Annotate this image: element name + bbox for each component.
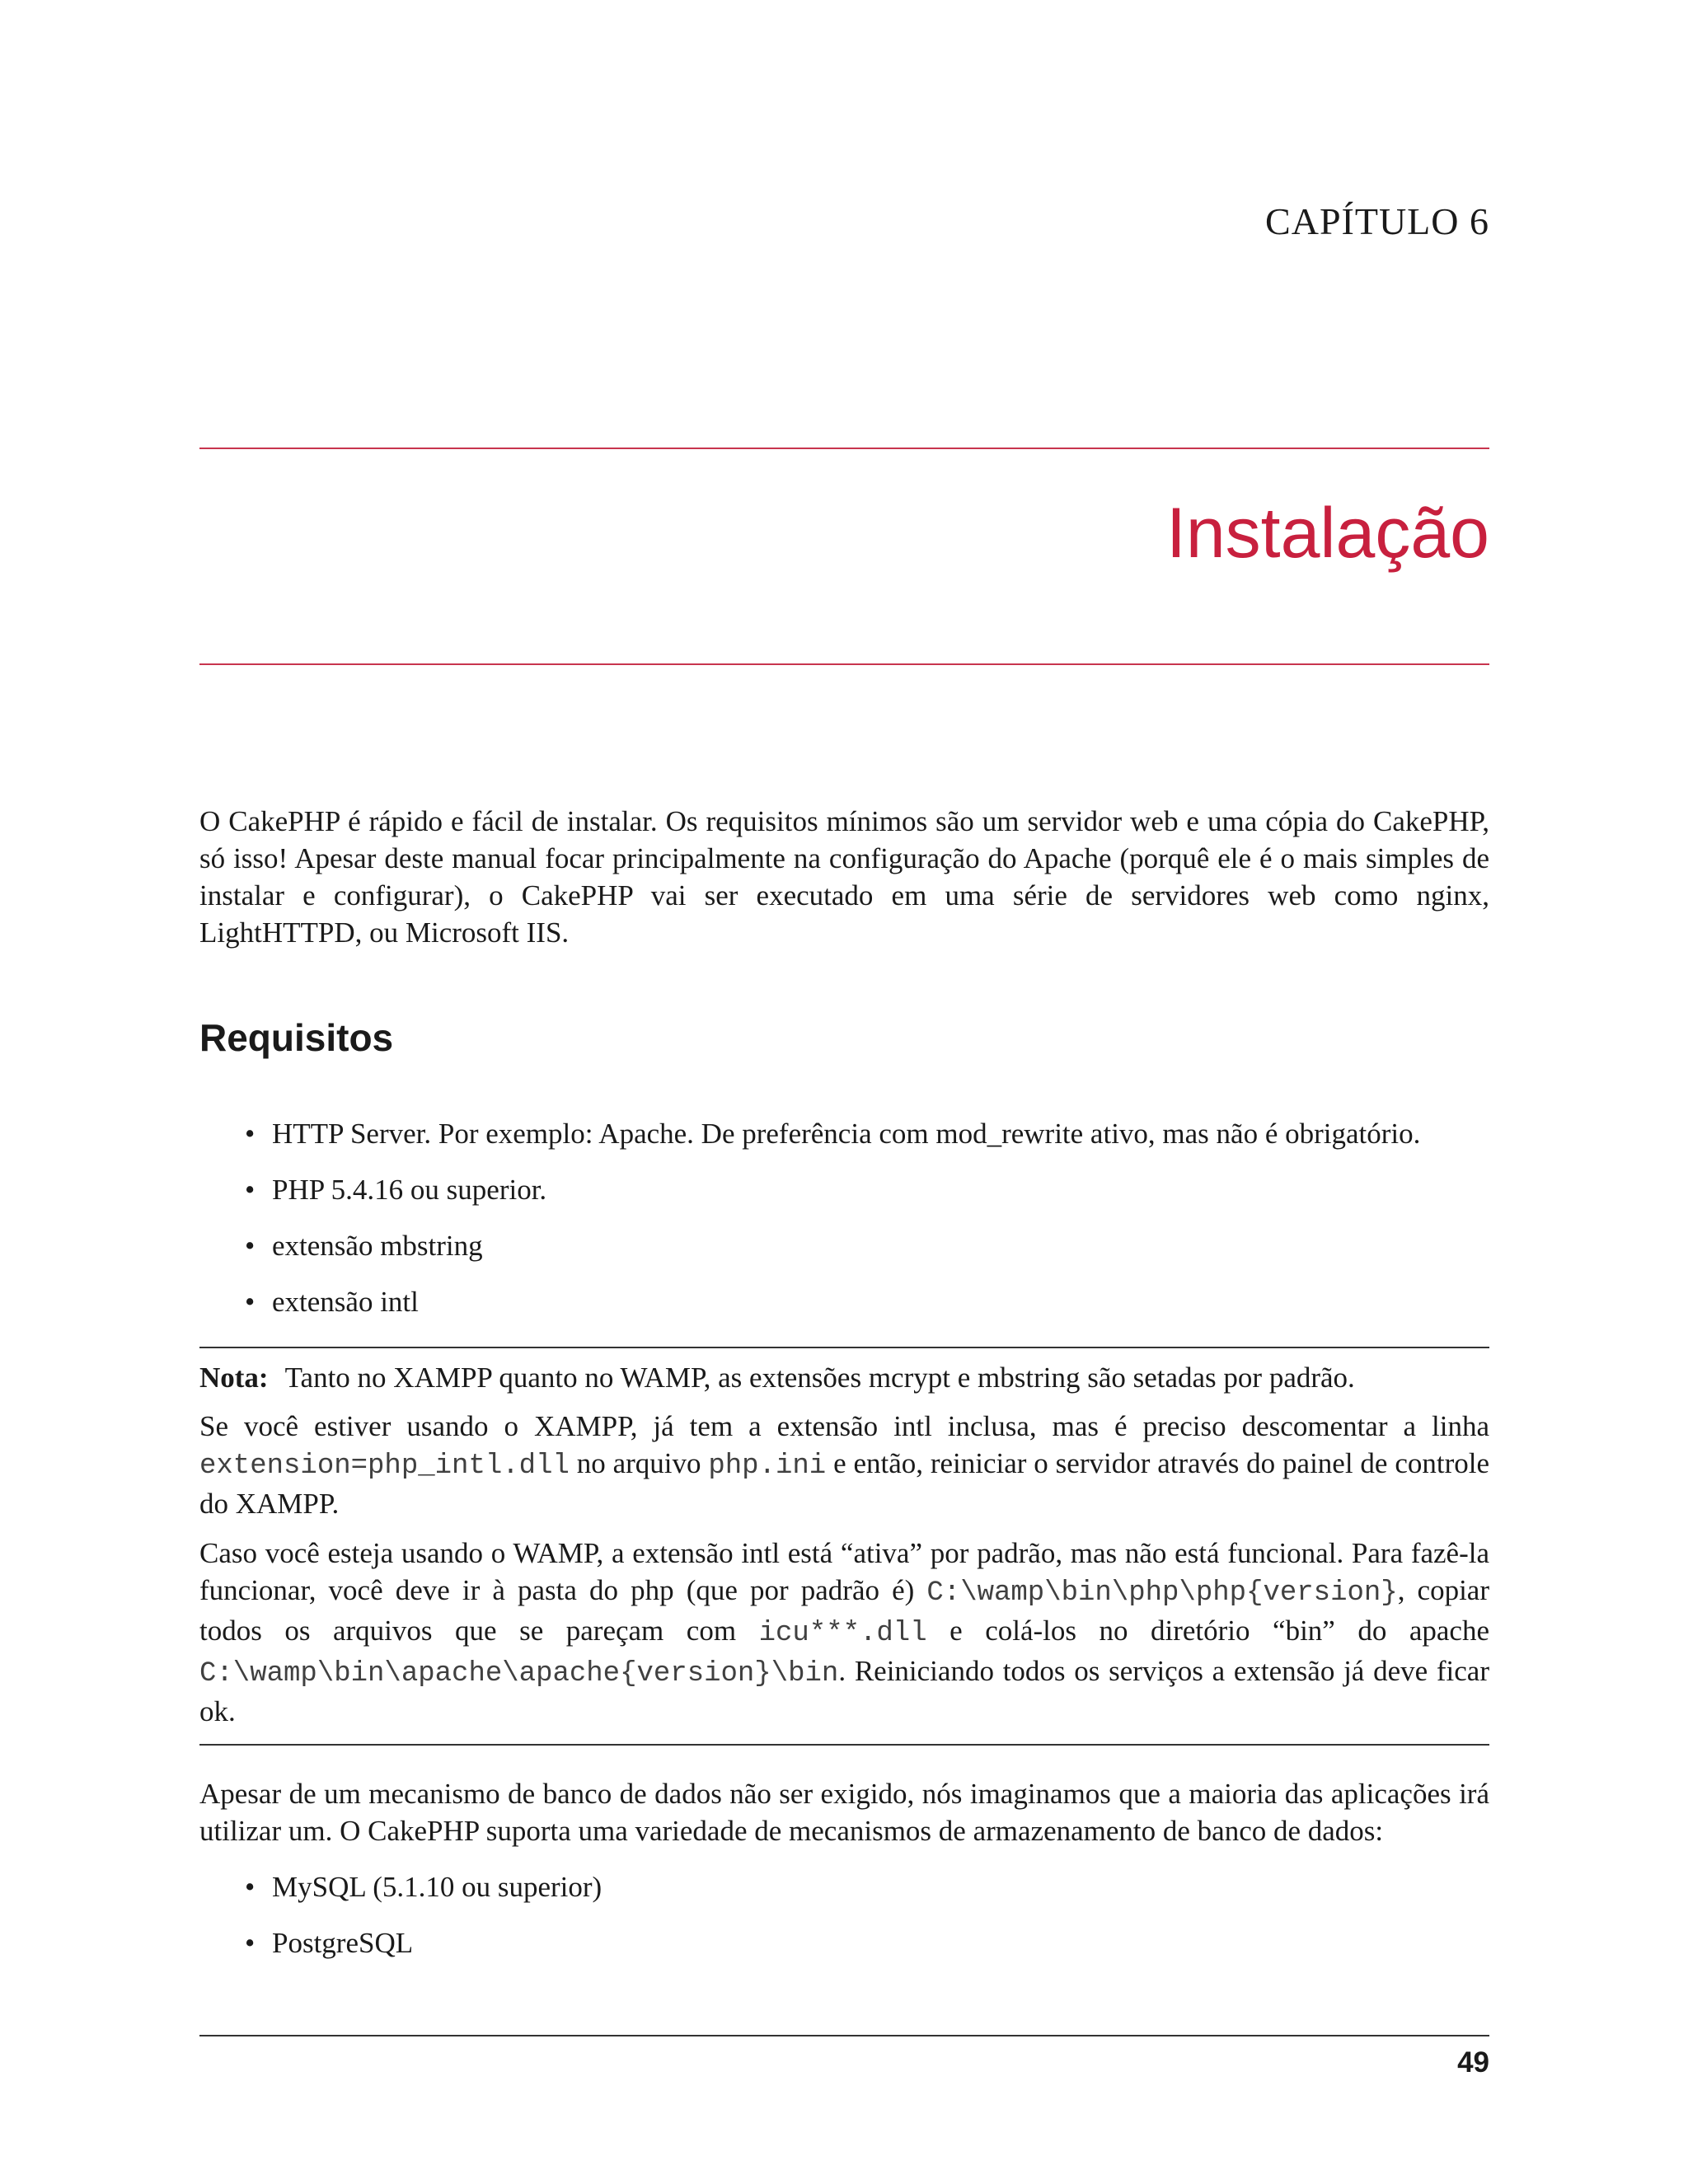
list-item-text: PostgreSQL bbox=[272, 1927, 414, 1959]
note-paragraph-xampp bbox=[199, 1408, 1489, 1522]
title-rule-bottom bbox=[199, 663, 1489, 665]
bullet-icon: • bbox=[245, 1286, 256, 1318]
chapter-label: CAPÍTULO 6 bbox=[1265, 200, 1489, 242]
note-title-text: Tanto no XAMPP quanto no WAMP, as extensões mcrypt e mbstring são setadas por padrão. bbox=[284, 1361, 1355, 1394]
text-run: . Reiniciando todos os serviços a extensão já deve ficar ok. bbox=[199, 1655, 1489, 1727]
databases-list bbox=[245, 1868, 602, 1980]
title-rule-top bbox=[199, 448, 1489, 449]
chapter-title: Instalação bbox=[1165, 494, 1489, 573]
section-heading-requisitos: Requisitos bbox=[199, 1016, 394, 1059]
list-item-text: extensão intl bbox=[272, 1286, 419, 1318]
text-run: e então, reiniciar o servidor através do painel de controle do XAMPP. bbox=[199, 1447, 1489, 1520]
note-title bbox=[199, 1359, 1355, 1396]
databases-paragraph: Apesar de um mecanismo de banco de dados não ser exigido, nós imaginamos que a maioria das aplicações irá utilizar um. O CakePHP suporta uma variedade de mecanismos de armazenamento de banco de dados: bbox=[199, 1778, 1489, 1847]
code-inline: extension=php_intl.dll bbox=[199, 1451, 570, 1482]
list-item bbox=[245, 1227, 1420, 1283]
bullet-icon: • bbox=[245, 1230, 256, 1262]
list-item bbox=[245, 1283, 1420, 1339]
requirements-list bbox=[245, 1115, 1420, 1339]
intro-paragraph: O CakePHP é rápido e fácil de instalar. Os requisitos mínimos são um servidor web e uma cópia do CakePHP, só isso! Apesar deste manual focar principalmente na configuração do Apache (porquê ele é o mais simples de instalar e configurar), o CakePHP vai ser executado em uma série de servidores web como nginx, LightHTTPD, ou Microsoft IIS. bbox=[199, 805, 1489, 949]
text-run: Caso você esteja usando o WAMP, a extensão intl está “ativa” por padrão, mas não está funcional. Para fazê-la funcionar, você deve ir à pasta do php (que por padrão é) bbox=[199, 1537, 1489, 1606]
list-item-text: HTTP Server. Por exemplo: Apache. De preferência com mod_rewrite ativo, mas não é obrigatório. bbox=[272, 1118, 1421, 1150]
text-run: Se você estiver usando o XAMPP, já tem a extensão intl inclusa, mas é preciso descomentar a linha bbox=[199, 1410, 1489, 1442]
list-item-text: MySQL (5.1.10 ou superior) bbox=[272, 1871, 603, 1903]
list-item bbox=[245, 1171, 1420, 1227]
bullet-icon: • bbox=[245, 1118, 256, 1150]
footer-rule bbox=[199, 2035, 1489, 2036]
code-inline: C:\wamp\bin\php\php{version} bbox=[926, 1577, 1398, 1609]
bullet-icon: • bbox=[245, 1927, 256, 1959]
bullet-icon: • bbox=[245, 1174, 256, 1206]
text-run: no arquivo bbox=[569, 1447, 709, 1479]
code-inline: icu***.dll bbox=[758, 1618, 927, 1649]
code-inline: php.ini bbox=[708, 1451, 827, 1482]
list-item bbox=[245, 1115, 1420, 1171]
code-inline: C:\wamp\bin\apache\apache{version}\bin bbox=[199, 1658, 839, 1690]
note-rule-top bbox=[199, 1347, 1489, 1348]
page-number: 49 bbox=[1457, 2046, 1489, 2079]
note-label: Nota: bbox=[199, 1361, 269, 1394]
list-item bbox=[245, 1868, 602, 1924]
text-run: , copiar todos os arquivos que se pareçam com bbox=[199, 1574, 1489, 1647]
list-item-text: PHP 5.4.16 ou superior. bbox=[272, 1174, 547, 1206]
note-paragraph-wamp bbox=[199, 1535, 1489, 1730]
list-item bbox=[245, 1924, 602, 1980]
text-run: e colá-los no diretório “bin” do apache bbox=[926, 1615, 1490, 1647]
note-rule-bottom bbox=[199, 1744, 1489, 1746]
list-item-text: extensão mbstring bbox=[272, 1230, 483, 1262]
document-page bbox=[199, 0, 1489, 2184]
bullet-icon: • bbox=[245, 1871, 256, 1903]
